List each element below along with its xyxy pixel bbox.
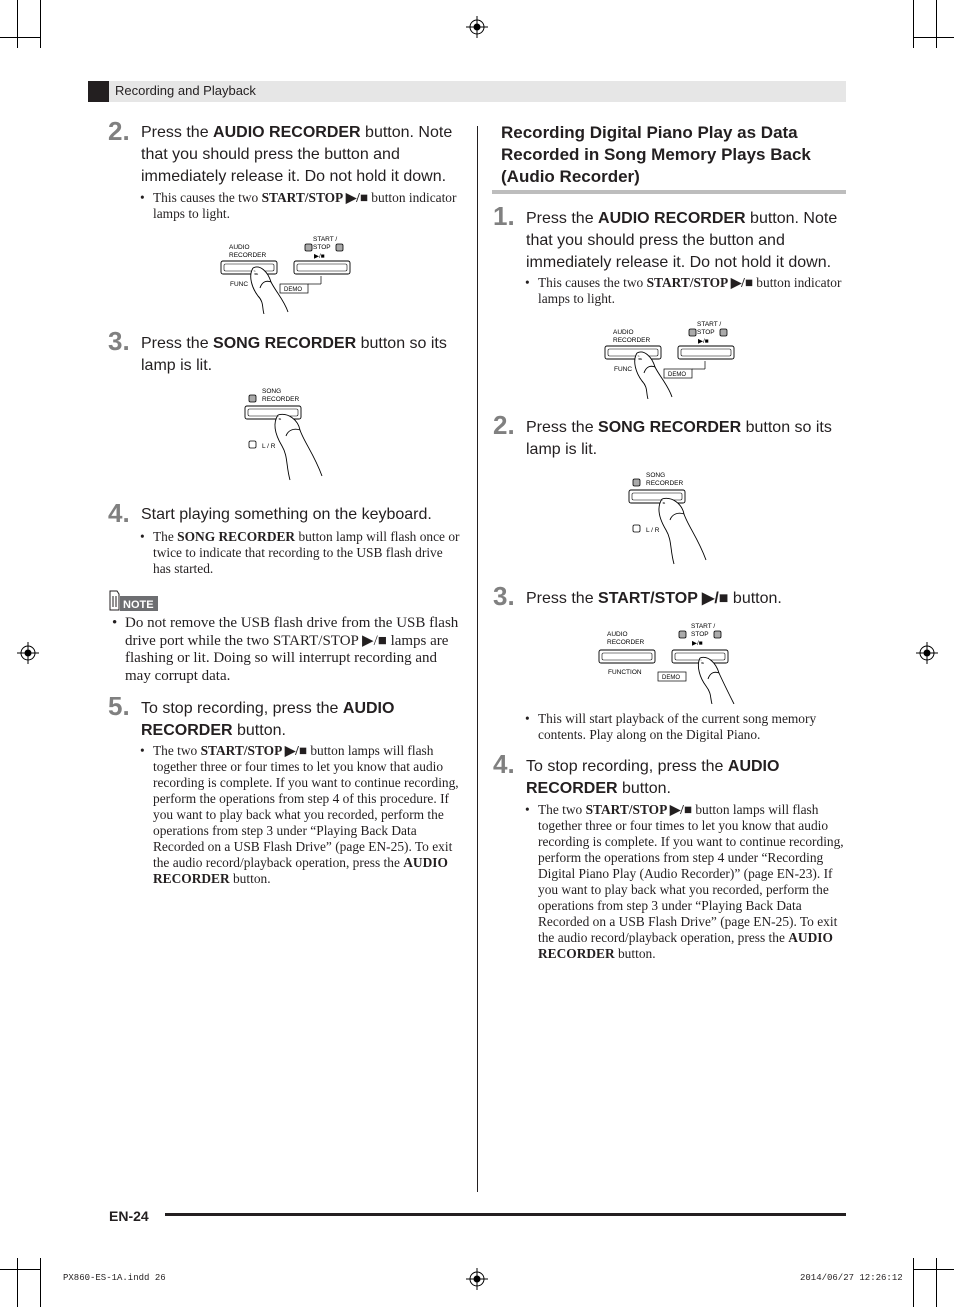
svg-text:L / R: L / R xyxy=(646,527,660,534)
svg-text:DEMO: DEMO xyxy=(662,675,680,681)
file-slug: PX860-ES-1A.indd 26 xyxy=(63,1273,166,1283)
svg-text:RECORDER: RECORDER xyxy=(646,480,684,487)
svg-text:FUNC: FUNC xyxy=(614,366,633,373)
panel-illustration-audio-start xyxy=(218,232,358,314)
header-block xyxy=(88,81,109,102)
step-number: 2. xyxy=(108,116,130,146)
crop-mark xyxy=(914,37,954,38)
svg-text:AUDIO: AUDIO xyxy=(613,329,634,336)
crop-mark xyxy=(936,0,937,48)
svg-text:NOTE: NOTE xyxy=(123,599,154,611)
svg-text:DEMO: DEMO xyxy=(668,372,686,378)
registration-mark-icon xyxy=(466,1268,488,1290)
crop-mark xyxy=(913,1258,914,1307)
footer-rule xyxy=(165,1213,846,1216)
svg-text:SONG: SONG xyxy=(646,472,666,479)
step-text: Start playing something on the keyboard. xyxy=(141,506,432,523)
crop-mark xyxy=(40,0,41,48)
panel-illustration-start-stop xyxy=(596,618,736,704)
bullet-note: • The two START/STOP ▶/■ button lamps will flash together three or four times to let you know that audio recording is complete. If you want to continue recording, perform the operations from step 4 under “Recording Digital Piano Play (Audio Recorder)” (page EN-23). If you want to play back what you recorded, perform the operations from step 3 under “Playing Back Data Recorded on a USB Flash Drive” (page EN-25). To exit the audio record/playback operation, press the AUDIO RECORDER button. xyxy=(525,802,844,961)
svg-text:SONG: SONG xyxy=(262,388,282,395)
registration-mark-icon xyxy=(17,642,39,664)
step-text: Press the START/STOP ▶/■ button. xyxy=(526,590,782,607)
svg-text:DEMO: DEMO xyxy=(284,287,302,293)
step-text: Press the AUDIO RECORDER button. Note that you should press the button and immediately release it. Do not hold it down. xyxy=(526,210,838,271)
crop-mark xyxy=(0,1269,40,1270)
svg-text:START /: START / xyxy=(313,236,338,243)
crop-mark xyxy=(0,37,40,38)
step-text: To stop recording, press the AUDIO RECORDER button. xyxy=(526,758,780,797)
step-number: 3. xyxy=(493,581,515,611)
note-icon xyxy=(108,589,160,613)
crop-mark xyxy=(17,1258,18,1307)
bullet-note: • This causes the two START/STOP ▶/■ button indicator lamps to light. xyxy=(140,190,457,221)
step-number: 5. xyxy=(108,691,130,721)
svg-text:RECORDER: RECORDER xyxy=(613,337,651,344)
step-text: Press the SONG RECORDER button so its lamp is lit. xyxy=(526,419,832,458)
registration-mark-icon xyxy=(466,16,488,38)
column-divider xyxy=(477,126,478,1192)
page-number: EN-24 xyxy=(109,1208,149,1224)
svg-text:RECORDER: RECORDER xyxy=(262,396,300,403)
crop-mark xyxy=(40,1258,41,1307)
print-timestamp: 2014/06/27 12:26:12 xyxy=(800,1273,903,1283)
bullet-note: • The SONG RECORDER button lamp will flash once or twice to indicate that recording to the USB flash drive has started. xyxy=(140,529,460,576)
step-number: 2. xyxy=(493,410,515,440)
svg-text:▶/■: ▶/■ xyxy=(692,640,703,647)
step-text: To stop recording, press the AUDIO RECORDER button. xyxy=(141,700,395,739)
svg-text:RECORDER: RECORDER xyxy=(229,252,267,259)
svg-text:FUNC: FUNC xyxy=(230,281,249,288)
crop-mark xyxy=(17,0,18,48)
section-title-rule xyxy=(492,190,846,194)
step-text: Press the SONG RECORDER button so its lamp is lit. xyxy=(141,335,447,374)
svg-text:START /: START / xyxy=(691,623,716,630)
svg-text:STOP: STOP xyxy=(697,329,715,336)
step-number: 4. xyxy=(493,749,515,779)
registration-mark-icon xyxy=(916,642,938,664)
svg-text:STOP: STOP xyxy=(691,631,709,638)
svg-text:AUDIO: AUDIO xyxy=(229,244,250,251)
crop-mark xyxy=(936,1258,937,1307)
bullet-note: • This causes the two START/STOP ▶/■ button indicator lamps to light. xyxy=(525,275,842,306)
svg-text:▶/■: ▶/■ xyxy=(698,338,709,345)
panel-illustration-song-recorder xyxy=(624,468,714,568)
note-text: • Do not remove the USB flash drive from the USB flash drive port while the two START/STOP ▶/■ lamps are flashing or lit. Doing so will interrupt recording and may corrupt data. xyxy=(112,615,459,684)
svg-text:START /: START / xyxy=(697,321,722,328)
bullet-note: • The two START/STOP ▶/■ button lamps will flash together three or four times to let you know that audio recording is complete. If you want to continue recording, perform the operations from step 4 of this procedure. If you want to play back what you recorded, perform the operations from step 3 under “Playing Back Data Recorded on a USB Flash Drive” (page EN-25). To exit the audio record/playback operation, press the AUDIO RECORDER button. xyxy=(140,743,459,886)
step-number: 3. xyxy=(108,326,130,356)
panel-illustration-song-recorder xyxy=(240,384,330,484)
step-number: 1. xyxy=(493,201,515,231)
section-title: Recording Digital Piano Play as Data Recorded in Song Memory Plays Back (Audio Recorder) xyxy=(501,123,811,186)
svg-text:RECORDER: RECORDER xyxy=(607,639,645,646)
bullet-note: • This will start playback of the current song memory contents. Play along on the Digital Piano. xyxy=(525,711,817,742)
svg-text:FUNCTION: FUNCTION xyxy=(608,669,642,676)
svg-text:▶/■: ▶/■ xyxy=(314,253,325,260)
step-text: Press the AUDIO RECORDER button. Note that you should press the button and immediately release it. Do not hold it down. xyxy=(141,124,453,185)
svg-text:AUDIO: AUDIO xyxy=(607,631,628,638)
crop-mark xyxy=(913,0,914,48)
section-header: Recording and Playback xyxy=(115,83,256,98)
step-number: 4. xyxy=(108,498,130,528)
svg-text:STOP: STOP xyxy=(313,244,331,251)
svg-text:L / R: L / R xyxy=(262,443,276,450)
panel-illustration-audio-start xyxy=(602,317,742,399)
crop-mark xyxy=(914,1269,954,1270)
